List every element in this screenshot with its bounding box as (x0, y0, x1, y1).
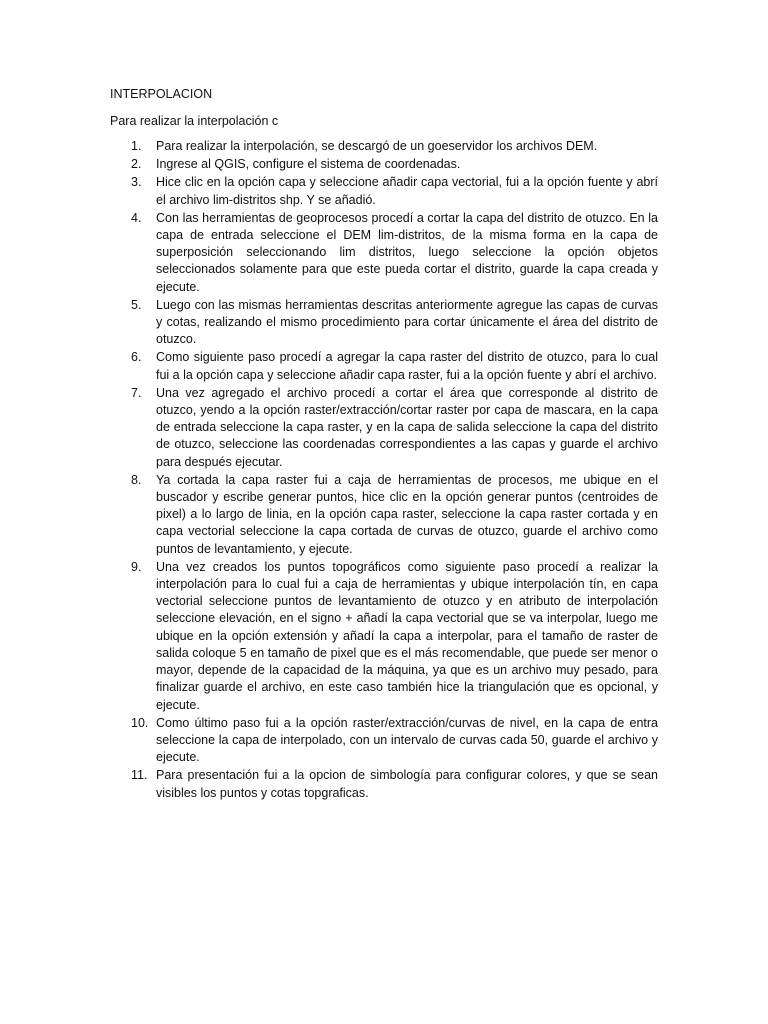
list-item-number: 9. (131, 559, 142, 574)
list-item-number: 5. (131, 297, 142, 312)
list-item-text: Para realizar la interpolación, se descargó de un goeservidor los archivos DEM. (156, 139, 598, 153)
list-item (110, 174, 658, 208)
list-item (110, 210, 658, 296)
list-item (110, 138, 658, 155)
list-item-number: 11. (131, 768, 148, 783)
list-item (110, 715, 658, 767)
list-item-number: 2. (131, 157, 142, 172)
list-item-text: Para presentación fui a la opcion de simbología para configurar colores, y que se sean visibles los puntos y cotas topgraficas. (156, 768, 658, 800)
list-item-number: 1. (131, 139, 142, 153)
list-item-text: Hice clic en la opción capa y seleccione añadir capa vectorial, fui a la opción fuente y abrí el archivo lim-distritos shp. Y se añadió. (156, 175, 658, 207)
list-item-number: 6. (131, 350, 142, 365)
list-item-number: 4. (131, 210, 142, 225)
list-item-text: Ingrese al QGIS, configure el sistema de coordenadas. (156, 157, 461, 172)
list-item (110, 297, 658, 349)
list-item-text: Luego con las mismas herramientas descritas anteriormente agregue las capas de curvas y cotas, realizando el mismo procedimiento para cortar únicamente el área del distrito de otuzco. (156, 297, 658, 347)
list-item-number: 10. (131, 715, 149, 730)
document-subtitle: Para realizar la interpolación c (110, 114, 279, 128)
list-item-text: Una vez agregado el archivo procedí a cortar el área que corresponde al distrito de otuzco, yendo a la opción raster/extracción/cortar raster por capa de mascara, en la capa de entrada seleccione la capa raster, y en la capa de salida seleccione la capa del distrito de otuzco, seleccione las coordenadas correspondientes a las capas y guarde el archivo para después ejecutar. (156, 385, 658, 469)
list-item (110, 156, 658, 173)
list-item (110, 349, 658, 383)
document-title: INTERPOLACION (110, 87, 213, 101)
list-item-number: 7. (131, 385, 142, 400)
list-item (110, 472, 658, 558)
list-item-text: Una vez creados los puntos topográficos como siguiente paso procedí a realizar la interpolación para lo cual fui a caja de herramientas y ubique interpolación tín, en capa vectorial seleccione puntos de levantamiento de otuzco y en atributo de interpolación seleccione elevación, en el signo + añadí la capa vectorial que se va interpolar, luego me ubique en la opción extensión y añadí la capa a interpolar, para el tamaño de raster de salida coloque 5 en tamaño de pixel que es el más recomendable, que puede ser menor o mayor, depende de la capacidad de la máquina, ya que es un archivo muy pesado, para finalizar guarde el archivo, en este caso también hice la triangulación que es opcional, y ejecute. (156, 559, 658, 712)
document-page (110, 86, 658, 803)
list-item-number: 3. (131, 175, 142, 190)
list-item-text: Ya cortada la capa raster fui a caja de herramientas de procesos, me ubique en el buscador y escribe generar puntos, hice clic en la opción generar puntos (centroides de pixel) a lo largo de linia, en la opción capa raster, seleccione la capa raster cortada y en capa vectorial seleccione la capa cortada de curvas de otuzco, guarde el archivo como puntos de levantamiento, y ejecute. (156, 472, 658, 556)
list-item (110, 559, 658, 714)
list-item (110, 767, 658, 801)
list-item-number: 8. (131, 472, 142, 487)
list-item-text: Como siguiente paso procedí a agregar la capa raster del distrito de otuzco, para lo cual fui a la opción capa y seleccione añadir capa raster, fui a la opción fuente y abrí el archivo. (156, 350, 658, 382)
steps-list (110, 138, 658, 802)
list-item-text: Como último paso fui a la opción raster/extracción/curvas de nivel, en la capa de entra seleccione la capa de interpolado, con un intervalo de curvas cada 50, guarde el archivo y ejecute. (156, 715, 658, 765)
list-item (110, 385, 658, 471)
list-item-text: Con las herramientas de geoprocesos procedí a cortar la capa del distrito de otuzco. En la capa de entrada seleccione el DEM lim-distritos, de la misma forma en la capa de superposición seleccionando lim distritos, luego seleccione la opción objetos seleccionados solamente para que este pueda cortar el distrito, guarde la capa creada y ejecute. (156, 210, 658, 294)
